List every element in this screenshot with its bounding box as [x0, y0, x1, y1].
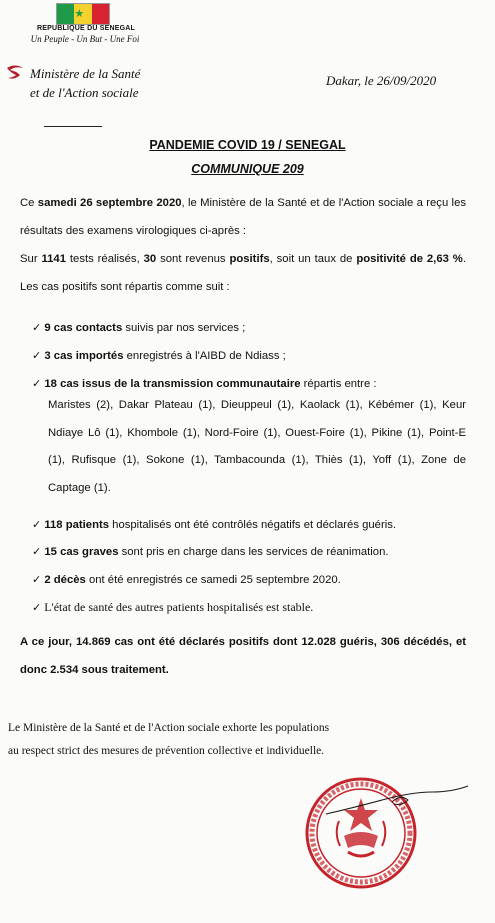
flag-green-band [57, 4, 74, 24]
intro-text: Ce [20, 197, 38, 209]
list-item [32, 518, 396, 532]
list-item [32, 545, 389, 559]
item-text: L'état de santé des autres patients hospitalisés est stable. [44, 600, 314, 614]
flag-red-band [92, 4, 109, 24]
document-date: Dakar, le 26/09/2020 [326, 73, 437, 88]
communique-number: COMMUNIQUE 209 [191, 162, 304, 176]
item-bold: 3 cas importés [44, 350, 124, 362]
item-bold: 9 cas contacts [44, 322, 123, 334]
document-title: PANDEMIE COVID 19 / SENEGAL [149, 138, 346, 152]
results-text: , soit un taux de [269, 253, 357, 265]
results-text: Sur [20, 253, 42, 265]
item-bold: 118 patients [44, 519, 110, 531]
signature-icon [322, 780, 472, 820]
item-text: sont pris en charge dans les services de réanimation. [118, 546, 389, 558]
list-item [32, 600, 313, 615]
item-bold: 2 décès [44, 574, 86, 586]
item-text: répartis entre : [300, 378, 377, 390]
item-text: suivis par nos services ; [122, 322, 246, 334]
check-icon: ✓ [32, 518, 42, 531]
senegal-flag [56, 3, 110, 25]
check-icon: ✓ [32, 601, 42, 614]
ministry-name-line2: et de l'Action sociale [30, 85, 139, 100]
results-text: . Les cas positifs sont répartis comme suit : [20, 253, 466, 293]
results-text: tests réalisés, [66, 253, 144, 265]
check-icon: ✓ [32, 377, 42, 390]
check-icon: ✓ [32, 573, 42, 586]
item-text: enregistrés à l'AIBD de Ndiass ; [123, 350, 286, 362]
list-item [32, 321, 245, 335]
national-motto: Un Peuple - Un But - Une Foi [30, 34, 140, 44]
tests-count: 1141 [41, 253, 66, 265]
check-icon: ✓ [32, 349, 42, 362]
ministry-name [30, 64, 140, 102]
ministry-divider [44, 126, 102, 127]
list-item [32, 377, 377, 391]
localities-list: Maristes (2), Dakar Plateau (1), Dieuppeul (1), Kaolack (1), Kébémer (1), Keur Ndiaye Lô (1), Khombole (1), Nord-Foire (1), Ouest-Foire (1), Pikine (1), Point-E (1), Rufisque (1), Sokone (1), Tambacounda (1), Thiès (1), Yoff (1), Zone de Captage (1). [48, 399, 466, 494]
ministry-logo-icon [4, 62, 26, 84]
check-icon: ✓ [32, 545, 42, 558]
star-icon: ★ [74, 7, 85, 20]
results-text: sont revenus [156, 253, 230, 265]
list-item [32, 573, 341, 587]
item-text: hospitalisés ont été contrôlés négatifs et déclarés guéris. [109, 519, 397, 531]
positive-label: positifs [229, 253, 270, 265]
ministry-name-line1: Ministère de la Santé [30, 66, 141, 81]
intro-text: , le Ministère de la Santé et de l'Action sociale a reçu les résultats des examens virologiques ci-après : [20, 197, 466, 237]
summary-paragraph: A ce jour, 14.869 cas ont été déclarés positifs dont 12.028 guéris, 306 décédés, et donc 2.534 sous traitement. [20, 636, 466, 676]
item-bold: 18 cas issus de la transmission communautaire [44, 378, 301, 390]
republic-name: REPUBLIQUE DU SENEGAL [37, 25, 135, 32]
intro-date: samedi 26 septembre 2020 [37, 197, 182, 209]
item-text: ont été enregistrés ce samedi 25 septembre 2020. [85, 574, 341, 586]
footer-exhortation: Le Ministère de la Santé et de l'Action sociale exhorte les populations au respect strict des mesures de prévention collective et individuelle. [8, 722, 330, 757]
positive-count: 30 [143, 253, 157, 265]
intro-paragraph [20, 190, 466, 245]
list-item [32, 349, 286, 363]
flag-yellow-band [74, 4, 91, 24]
results-paragraph [20, 246, 466, 301]
positivity-rate: positivité de 2,63 % [356, 253, 463, 265]
check-icon: ✓ [32, 321, 42, 334]
item-bold: 15 cas graves [44, 546, 119, 558]
